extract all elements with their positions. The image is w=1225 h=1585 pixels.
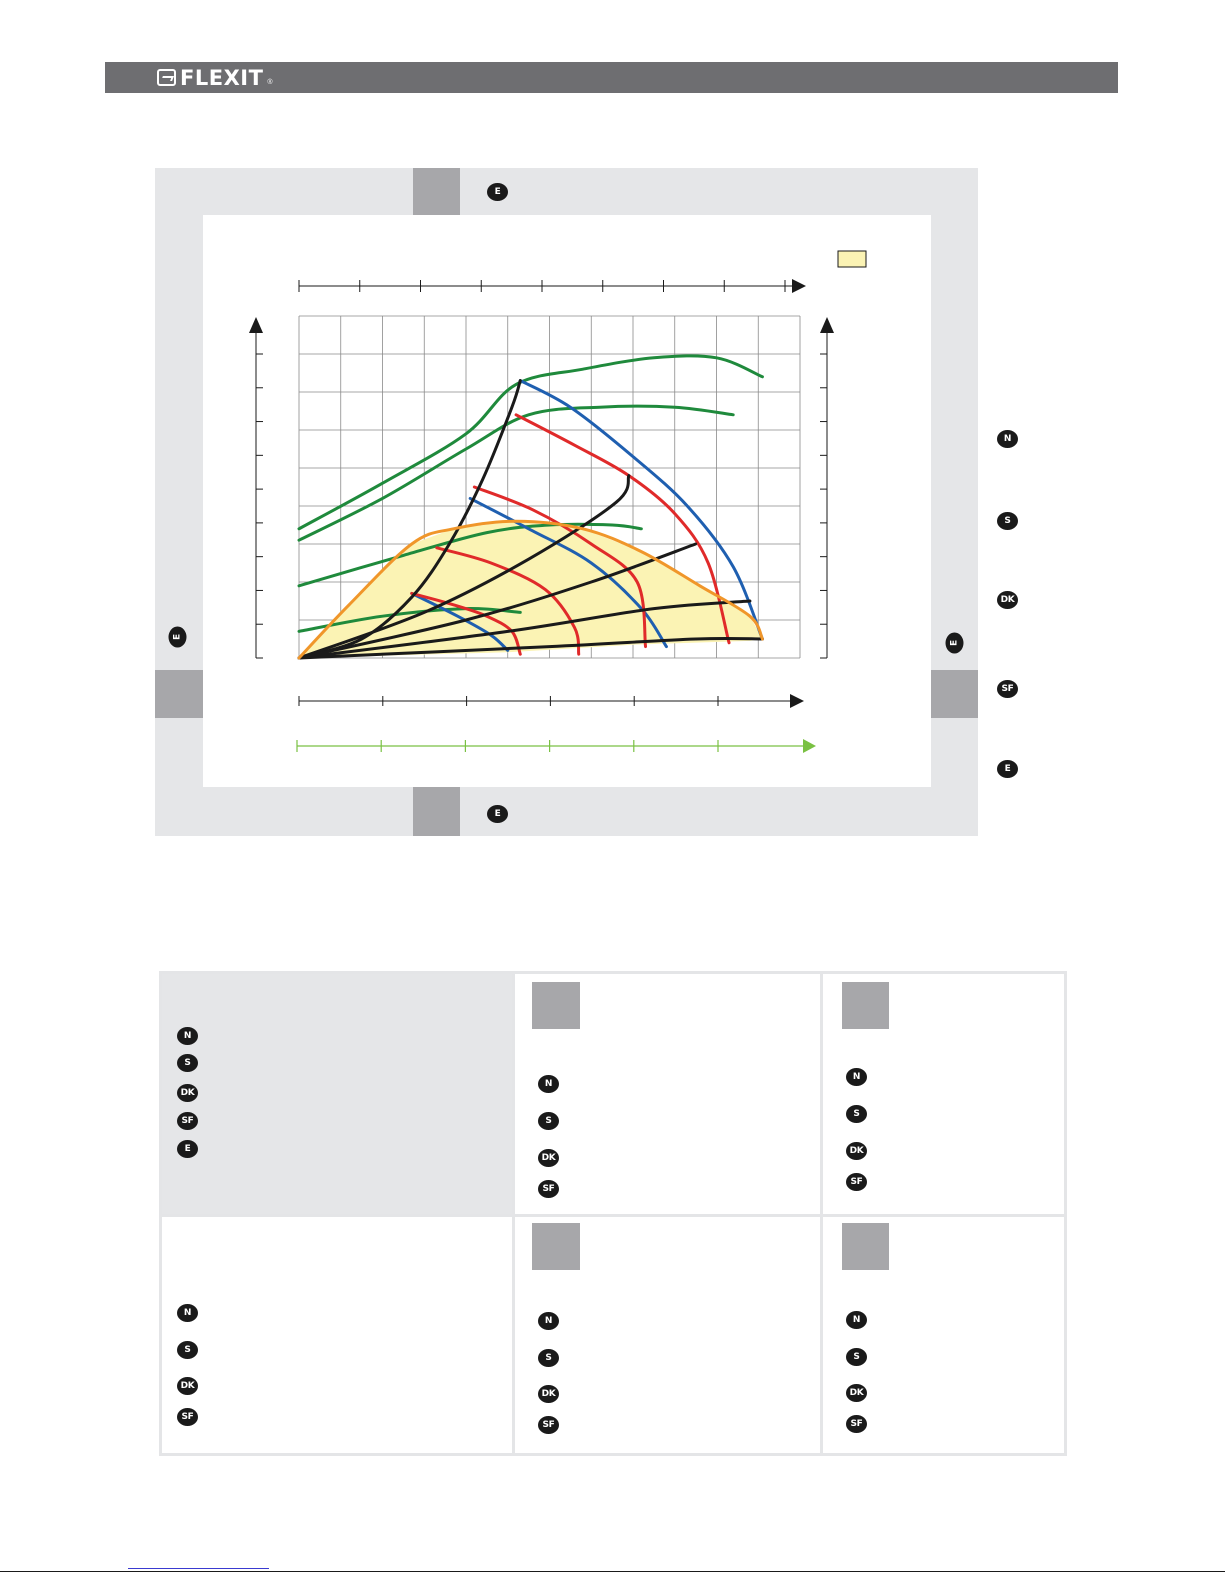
badge-sf-side: SF bbox=[997, 680, 1018, 698]
top-axis-arrow bbox=[792, 279, 806, 293]
table-cell-shaded bbox=[162, 974, 512, 1216]
badge-s-side: S bbox=[997, 512, 1018, 530]
green-axis-arrow bbox=[803, 739, 816, 753]
badge-e: E bbox=[177, 1140, 198, 1158]
table-divider bbox=[162, 1214, 1064, 1217]
badge-e-left: E bbox=[169, 627, 187, 648]
right-axis-arrow bbox=[820, 317, 834, 333]
badge-sf: SF bbox=[538, 1180, 559, 1198]
badge-n: N bbox=[846, 1311, 867, 1329]
table-tab-2 bbox=[842, 982, 889, 1029]
badge-e-right: E bbox=[946, 633, 964, 654]
badge-dk: DK bbox=[177, 1377, 198, 1395]
badge-e-side: E bbox=[997, 760, 1018, 778]
badge-e-top: E bbox=[487, 183, 508, 201]
series-line-0 bbox=[299, 356, 762, 529]
badge-n: N bbox=[177, 1027, 198, 1045]
badge-sf: SF bbox=[846, 1173, 867, 1191]
left-axis-arrow bbox=[249, 317, 263, 333]
badge-sf: SF bbox=[177, 1408, 198, 1426]
badge-sf: SF bbox=[538, 1416, 559, 1434]
footer-link bbox=[128, 1568, 269, 1569]
badge-dk: DK bbox=[846, 1384, 867, 1402]
badge-s: S bbox=[177, 1341, 198, 1359]
badge-s: S bbox=[846, 1105, 867, 1123]
chart-axes bbox=[249, 279, 834, 753]
badge-s: S bbox=[538, 1112, 559, 1130]
badge-dk: DK bbox=[538, 1385, 559, 1403]
legend-swatch bbox=[838, 251, 866, 267]
table-tab-1 bbox=[532, 982, 580, 1029]
badge-dk-side: DK bbox=[997, 591, 1018, 609]
badge-dk: DK bbox=[177, 1084, 198, 1102]
table-tab-4 bbox=[842, 1223, 889, 1270]
badge-s: S bbox=[177, 1054, 198, 1072]
badge-n: N bbox=[846, 1068, 867, 1086]
badge-n: N bbox=[538, 1075, 559, 1093]
badge-dk: DK bbox=[846, 1142, 867, 1160]
badge-n-side: N bbox=[997, 430, 1018, 448]
brand-name: FLEXIT bbox=[180, 65, 264, 90]
badge-s: S bbox=[846, 1348, 867, 1366]
badge-sf: SF bbox=[177, 1112, 198, 1130]
badge-e-bottom: E bbox=[487, 805, 508, 823]
badge-n: N bbox=[538, 1312, 559, 1330]
badge-n: N bbox=[177, 1304, 198, 1322]
operating-range-area bbox=[299, 521, 762, 658]
badge-s: S bbox=[538, 1349, 559, 1367]
badge-dk: DK bbox=[538, 1149, 559, 1167]
badge-sf: SF bbox=[846, 1415, 867, 1433]
bottom-axis-arrow bbox=[790, 694, 804, 708]
table-tab-3 bbox=[532, 1223, 580, 1270]
trademark: ® bbox=[267, 79, 273, 86]
footer-rule bbox=[0, 1571, 1225, 1572]
operating-area-fill bbox=[299, 521, 762, 658]
